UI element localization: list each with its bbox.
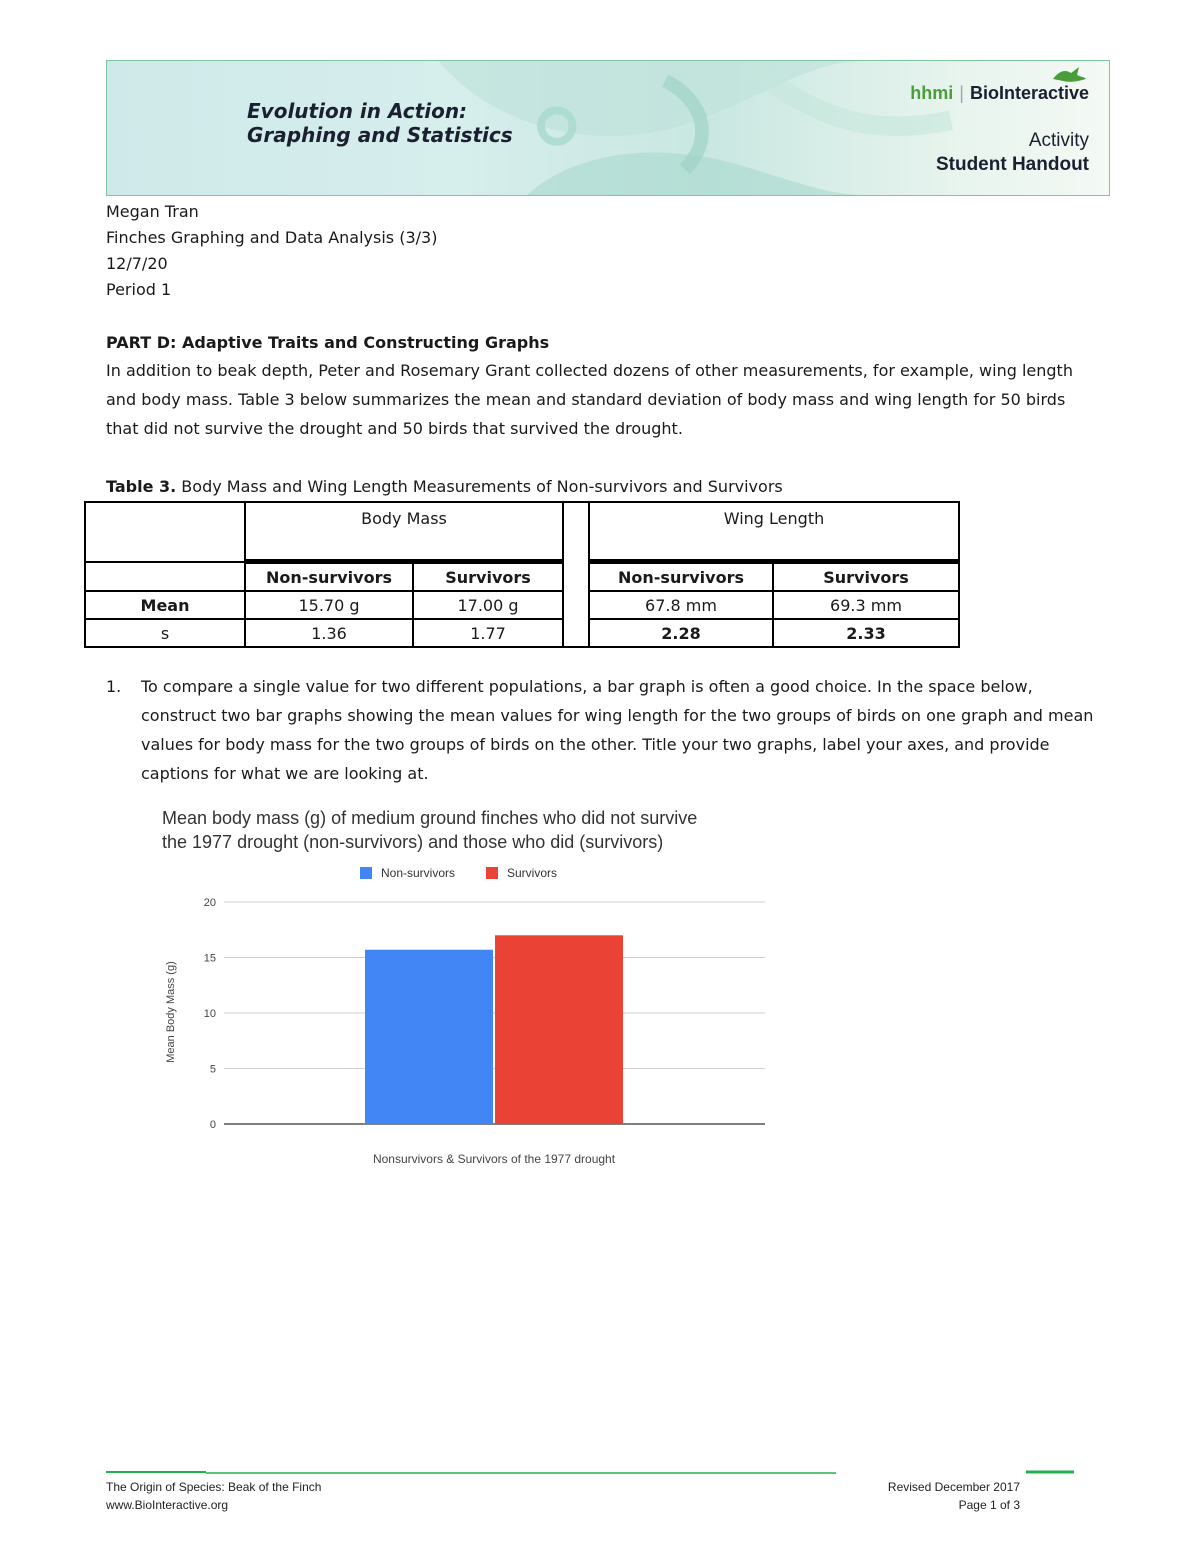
col-wl-survivors: Survivors [773, 562, 959, 592]
chart-title-line2: the 1977 drought (non-survivors) and those who did (survivors) [162, 832, 664, 852]
part-d-body: In addition to beak depth, Peter and Rosemary Grant collected dozens of other measurements, for example, wing length and body mass. Table 3 below summarizes the mean and standard deviation of body mass and wing length for 50 birds that did not survive the drought and 50 birds that survived the drought. [106, 361, 1073, 438]
cell-wl-mean-non: 67.8 mm [589, 591, 773, 619]
table-header-blank [85, 562, 245, 592]
chart-y-axis-label: Mean Body Mass (g) [165, 961, 177, 1063]
col-bm-nonsurvivors: Non-survivors [245, 562, 413, 592]
activity-label: Activity [1028, 130, 1089, 151]
chart-legend [360, 866, 557, 880]
table-group-row [85, 502, 959, 562]
footer-revised: Revised December 2017 [887, 1480, 1020, 1494]
table-corner [85, 502, 245, 562]
table-row-s [85, 619, 959, 647]
row-label-s: s [85, 619, 245, 647]
col-wl-nonsurvivors: Non-survivors [589, 562, 773, 592]
cell-wl-s-surv: 2.33 [773, 619, 959, 647]
period: Period 1 [106, 280, 172, 299]
table-caption [106, 474, 783, 500]
chart-bars [365, 935, 623, 1124]
body-mass-bar-chart [150, 800, 790, 1180]
cell-bm-mean-non: 15.70 g [245, 591, 413, 619]
group-body-mass: Body Mass [245, 502, 563, 562]
cell-bm-mean-surv: 17.00 g [413, 591, 563, 619]
chart-title-line1: Mean body mass (g) of medium ground finches who did not survive [162, 808, 698, 828]
banner-title-line2: Graphing and Statistics [247, 123, 513, 147]
part-d-heading: PART D: Adaptive Traits and Constructing Graphs [106, 333, 550, 352]
table-caption-text: Body Mass and Wing Length Measurements of Non-survivors and Survivors [176, 477, 783, 496]
footer-rule [106, 1468, 1074, 1476]
table-caption-label: Table 3. [106, 477, 177, 496]
bar-survivors [495, 935, 623, 1124]
y-tick-label: 5 [209, 1063, 216, 1076]
student-handout-label: Student Handout [935, 154, 1089, 175]
question-number: 1. [106, 677, 122, 696]
logo-hhmi: hhmi [910, 83, 954, 103]
legend-label: Non-survivors [381, 866, 456, 880]
question-text: To compare a single value for two different populations, a bar graph is often a good choice. In the space below, construct two bar graphs showing the mean values for wing length for the two groups of birds on one graph and mean values for body mass for the two groups of birds on the other. Title your two graphs, label your axes, and provide captions for what we are looking at. [141, 677, 1094, 783]
footer-left [106, 1478, 321, 1514]
footer-right [820, 1478, 1020, 1514]
chart-x-axis-label: Nonsurvivors & Survivors of the 1977 drought [372, 1152, 616, 1166]
legend-swatch [360, 867, 372, 879]
student-info [106, 199, 437, 303]
footer-website: www.BioInteractive.org [106, 1498, 229, 1512]
cell-bm-s-surv: 1.77 [413, 619, 563, 647]
table-header-row [85, 562, 959, 592]
date: 12/7/20 [106, 254, 168, 273]
y-tick-label: 10 [203, 1008, 216, 1020]
cell-wl-mean-surv: 69.3 mm [773, 591, 959, 619]
cell-bm-s-non: 1.36 [245, 619, 413, 647]
bar-non-survivors [365, 950, 493, 1124]
footer-source: The Origin of Species: Beak of the Finch [106, 1480, 322, 1494]
table-row-mean [85, 591, 959, 619]
header-banner [106, 60, 1110, 196]
row-label-mean: Mean [85, 591, 245, 619]
y-tick-label: 15 [203, 952, 216, 965]
banner-title [247, 99, 513, 147]
cell-wl-s-non: 2.28 [589, 619, 773, 647]
logo-biointeractive: BioInteractive [969, 83, 1089, 103]
table-3 [84, 501, 960, 648]
col-bm-survivors: Survivors [413, 562, 563, 592]
banner-title-line1: Evolution in Action: [247, 99, 468, 123]
legend-label: Survivors [507, 866, 558, 880]
y-tick-label: 20 [203, 897, 216, 909]
y-tick-label: 0 [209, 1119, 216, 1131]
footer-page: Page 1 of 3 [958, 1498, 1020, 1512]
table-gap [563, 502, 589, 647]
assignment-title: Finches Graphing and Data Analysis (3/3) [106, 228, 438, 247]
group-wing-length: Wing Length [589, 502, 959, 562]
legend-swatch [486, 867, 498, 879]
hhmi-logo: hhmi | BioInteractive [910, 83, 1089, 103]
banner-subtitle [936, 129, 1089, 177]
student-name: Megan Tran [106, 202, 199, 221]
